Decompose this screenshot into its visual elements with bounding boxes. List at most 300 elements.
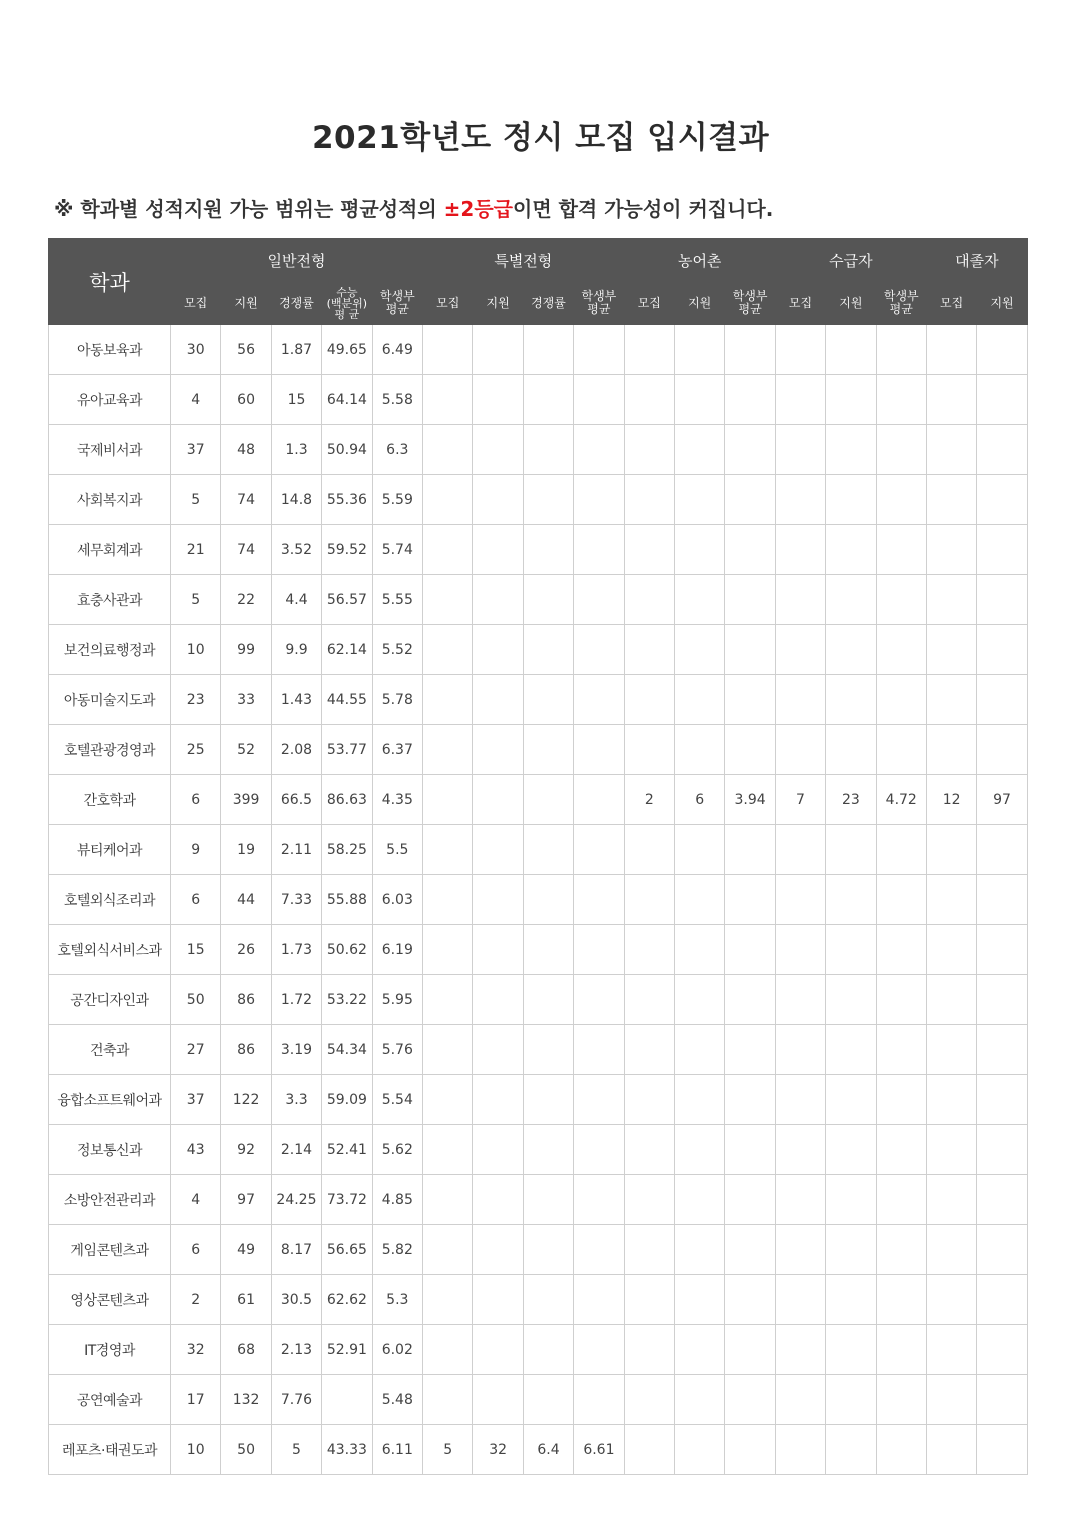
table-cell: 1.87 bbox=[271, 325, 321, 375]
table-cell: 54.34 bbox=[322, 1025, 372, 1075]
table-cell: 5.76 bbox=[372, 1025, 422, 1075]
table-cell bbox=[574, 825, 624, 875]
table-cell bbox=[675, 825, 725, 875]
table-cell bbox=[675, 625, 725, 675]
table-cell bbox=[876, 675, 926, 725]
table-cell bbox=[826, 375, 876, 425]
table-cell bbox=[423, 925, 473, 975]
table-cell: 6.37 bbox=[372, 725, 422, 775]
table-cell bbox=[876, 375, 926, 425]
table-cell bbox=[473, 775, 523, 825]
notice-text bbox=[54, 193, 773, 222]
table-cell: 5.55 bbox=[372, 575, 422, 625]
table-cell bbox=[926, 575, 976, 625]
table-cell bbox=[725, 1125, 775, 1175]
table-cell bbox=[876, 725, 926, 775]
table-cell bbox=[775, 1175, 825, 1225]
table-cell bbox=[423, 375, 473, 425]
table-cell bbox=[473, 725, 523, 775]
table-cell bbox=[675, 1425, 725, 1475]
table-cell bbox=[775, 875, 825, 925]
table-cell bbox=[826, 325, 876, 375]
table-cell: 5.3 bbox=[372, 1275, 422, 1325]
table-cell: 26 bbox=[221, 925, 271, 975]
results-table bbox=[48, 238, 1028, 1475]
table-cell bbox=[977, 1025, 1027, 1075]
table-cell: 62.14 bbox=[322, 625, 372, 675]
table-cell bbox=[775, 375, 825, 425]
table-cell: 2.14 bbox=[271, 1125, 321, 1175]
table-cell bbox=[523, 1075, 573, 1125]
table-cell: 6.03 bbox=[372, 875, 422, 925]
table-cell: 17 bbox=[171, 1375, 221, 1425]
table-cell bbox=[423, 825, 473, 875]
table-cell bbox=[725, 1325, 775, 1375]
table-cell: 44.55 bbox=[322, 675, 372, 725]
table-cell bbox=[473, 575, 523, 625]
table-cell bbox=[775, 1425, 825, 1475]
table-cell bbox=[876, 1275, 926, 1325]
department-name: 효충사관과 bbox=[49, 575, 171, 625]
table-cell bbox=[574, 1225, 624, 1275]
table-row bbox=[49, 425, 1028, 475]
table-cell bbox=[876, 1125, 926, 1175]
suneung-line-2: (백분위) bbox=[326, 296, 368, 310]
table-cell bbox=[876, 575, 926, 625]
table-cell bbox=[826, 1375, 876, 1425]
department-name: 국제비서과 bbox=[49, 425, 171, 475]
table-cell bbox=[523, 675, 573, 725]
table-cell: 61 bbox=[221, 1275, 271, 1325]
table-cell bbox=[675, 925, 725, 975]
table-cell bbox=[826, 875, 876, 925]
table-cell bbox=[473, 1175, 523, 1225]
table-cell bbox=[725, 1375, 775, 1425]
table-cell: 97 bbox=[221, 1175, 271, 1225]
table-cell bbox=[926, 1075, 976, 1125]
table-cell bbox=[624, 525, 674, 575]
table-cell: 21 bbox=[171, 525, 221, 575]
table-cell: 92 bbox=[221, 1125, 271, 1175]
department-name: 게임콘텐츠과 bbox=[49, 1225, 171, 1275]
table-cell bbox=[574, 425, 624, 475]
table-cell: 4.72 bbox=[876, 775, 926, 825]
table-cell bbox=[523, 425, 573, 475]
table-cell bbox=[826, 525, 876, 575]
table-row bbox=[49, 1375, 1028, 1425]
table-cell: 10 bbox=[171, 1425, 221, 1475]
table-cell bbox=[423, 1125, 473, 1175]
table-cell: 5 bbox=[171, 575, 221, 625]
table-cell: 399 bbox=[221, 775, 271, 825]
department-name: 공연예술과 bbox=[49, 1375, 171, 1425]
table-cell: 86.63 bbox=[322, 775, 372, 825]
table-cell bbox=[977, 825, 1027, 875]
table-cell: 6 bbox=[675, 775, 725, 825]
table-cell bbox=[977, 425, 1027, 475]
table-cell bbox=[675, 1325, 725, 1375]
table-cell: 50.62 bbox=[322, 925, 372, 975]
table-cell bbox=[725, 1075, 775, 1125]
table-cell bbox=[473, 325, 523, 375]
table-cell: 23 bbox=[826, 775, 876, 825]
table-cell bbox=[574, 875, 624, 925]
table-cell bbox=[876, 1025, 926, 1075]
department-name: 뷰티케어과 bbox=[49, 825, 171, 875]
table-cell: 7.33 bbox=[271, 875, 321, 925]
table-cell bbox=[826, 975, 876, 1025]
department-name: 세무회계과 bbox=[49, 525, 171, 575]
table-cell bbox=[926, 375, 976, 425]
department-name: 건축과 bbox=[49, 1025, 171, 1075]
table-cell bbox=[675, 1275, 725, 1325]
table-cell: 23 bbox=[171, 675, 221, 725]
table-cell bbox=[926, 425, 976, 475]
department-name: 영상콘텐츠과 bbox=[49, 1275, 171, 1325]
sub-header-school-record-avg bbox=[372, 282, 422, 325]
table-cell bbox=[473, 475, 523, 525]
table-cell bbox=[926, 475, 976, 525]
table-cell bbox=[826, 625, 876, 675]
table-cell bbox=[523, 625, 573, 675]
table-cell: 3.3 bbox=[271, 1075, 321, 1125]
group-header-welfare: 수급자 bbox=[775, 239, 926, 282]
table-cell bbox=[574, 675, 624, 725]
table-cell: 5.58 bbox=[372, 375, 422, 425]
table-cell: 5 bbox=[423, 1425, 473, 1475]
table-cell bbox=[876, 475, 926, 525]
group-header-row bbox=[49, 239, 1028, 282]
table-cell bbox=[473, 825, 523, 875]
table-cell bbox=[624, 925, 674, 975]
table-cell bbox=[775, 925, 825, 975]
table-cell bbox=[775, 625, 825, 675]
department-name: 공간디자인과 bbox=[49, 975, 171, 1025]
table-cell: 4.35 bbox=[372, 775, 422, 825]
table-cell bbox=[574, 375, 624, 425]
table-cell bbox=[624, 1225, 674, 1275]
department-name: 호텔외식서비스과 bbox=[49, 925, 171, 975]
table-cell: 3.52 bbox=[271, 525, 321, 575]
table-cell bbox=[725, 825, 775, 875]
table-cell bbox=[977, 625, 1027, 675]
sub-header-school-record-avg bbox=[725, 282, 775, 325]
table-cell bbox=[977, 525, 1027, 575]
table-cell bbox=[675, 675, 725, 725]
table-cell bbox=[574, 925, 624, 975]
table-cell bbox=[926, 1125, 976, 1175]
table-cell bbox=[876, 825, 926, 875]
table-cell bbox=[876, 1375, 926, 1425]
table-cell bbox=[725, 625, 775, 675]
table-cell: 86 bbox=[221, 1025, 271, 1075]
table-cell bbox=[977, 575, 1027, 625]
table-cell bbox=[624, 675, 674, 725]
table-cell: 2 bbox=[171, 1275, 221, 1325]
table-cell bbox=[523, 875, 573, 925]
table-cell: 53.22 bbox=[322, 975, 372, 1025]
notice-prefix: ※ 학과별 성적지원 가능 범위는 평균성적의 bbox=[54, 197, 444, 221]
table-cell bbox=[977, 1325, 1027, 1375]
table-cell bbox=[826, 925, 876, 975]
table-cell bbox=[775, 1325, 825, 1375]
table-cell bbox=[775, 725, 825, 775]
table-cell bbox=[876, 1075, 926, 1125]
table-cell bbox=[574, 1025, 624, 1075]
table-cell bbox=[473, 675, 523, 725]
table-cell bbox=[826, 725, 876, 775]
school-record-line-1: 학생부 bbox=[883, 289, 919, 303]
table-cell bbox=[775, 825, 825, 875]
table-cell bbox=[977, 1225, 1027, 1275]
group-header-special: 특별전형 bbox=[423, 239, 625, 282]
table-cell: 5.59 bbox=[372, 475, 422, 525]
table-cell bbox=[826, 1125, 876, 1175]
results-body bbox=[49, 325, 1028, 1475]
table-cell: 25 bbox=[171, 725, 221, 775]
table-cell: 56.57 bbox=[322, 575, 372, 625]
table-cell bbox=[725, 425, 775, 475]
table-cell bbox=[574, 475, 624, 525]
department-name: 정보통신과 bbox=[49, 1125, 171, 1175]
table-cell bbox=[423, 1225, 473, 1275]
table-cell bbox=[826, 675, 876, 725]
group-header-graduate: 대졸자 bbox=[926, 239, 1027, 282]
table-cell: 1.73 bbox=[271, 925, 321, 975]
table-cell bbox=[725, 675, 775, 725]
table-cell bbox=[473, 525, 523, 575]
table-cell bbox=[473, 1275, 523, 1325]
table-cell bbox=[675, 725, 725, 775]
table-cell bbox=[574, 725, 624, 775]
table-cell bbox=[725, 1025, 775, 1075]
table-row bbox=[49, 1225, 1028, 1275]
table-cell bbox=[977, 1275, 1027, 1325]
table-cell bbox=[926, 625, 976, 675]
table-cell bbox=[574, 1175, 624, 1225]
table-cell: 24.25 bbox=[271, 1175, 321, 1225]
table-cell: 6 bbox=[171, 875, 221, 925]
table-cell bbox=[473, 1075, 523, 1125]
table-cell: 56.65 bbox=[322, 1225, 372, 1275]
table-cell bbox=[624, 475, 674, 525]
table-cell bbox=[473, 1225, 523, 1275]
table-cell bbox=[473, 375, 523, 425]
table-cell bbox=[523, 925, 573, 975]
table-cell bbox=[423, 525, 473, 575]
table-cell bbox=[725, 375, 775, 425]
table-cell bbox=[826, 1325, 876, 1375]
table-cell: 32 bbox=[171, 1325, 221, 1375]
table-cell: 99 bbox=[221, 625, 271, 675]
table-cell bbox=[876, 975, 926, 1025]
table-cell bbox=[775, 675, 825, 725]
sub-header-applicants: 지원 bbox=[675, 282, 725, 325]
table-cell: 5.5 bbox=[372, 825, 422, 875]
sub-header-row bbox=[49, 282, 1028, 325]
table-cell: 5.48 bbox=[372, 1375, 422, 1425]
table-cell bbox=[473, 425, 523, 475]
table-cell: 4.4 bbox=[271, 575, 321, 625]
table-cell bbox=[977, 475, 1027, 525]
table-cell bbox=[775, 1225, 825, 1275]
sub-header-school-record-avg bbox=[574, 282, 624, 325]
table-cell bbox=[926, 1225, 976, 1275]
table-cell bbox=[574, 1125, 624, 1175]
page-title: 2021학년도 정시 모집 입시결과 bbox=[311, 120, 770, 156]
department-name: 간호학과 bbox=[49, 775, 171, 825]
table-cell: 97 bbox=[977, 775, 1027, 825]
table-cell bbox=[523, 575, 573, 625]
table-cell bbox=[876, 875, 926, 925]
table-cell bbox=[624, 875, 674, 925]
table-cell bbox=[473, 1325, 523, 1375]
table-row bbox=[49, 325, 1028, 375]
department-name: 아동보육과 bbox=[49, 325, 171, 375]
table-cell bbox=[826, 1175, 876, 1225]
sub-header-suneung bbox=[322, 282, 372, 325]
school-record-line-1: 학생부 bbox=[379, 289, 415, 303]
table-cell: 122 bbox=[221, 1075, 271, 1125]
table-cell: 4 bbox=[171, 375, 221, 425]
notice-suffix: 이면 합격 가능성이 커집니다. bbox=[513, 197, 774, 221]
table-cell bbox=[423, 1175, 473, 1225]
table-cell bbox=[675, 1175, 725, 1225]
table-cell: 50 bbox=[221, 1425, 271, 1475]
table-cell bbox=[926, 675, 976, 725]
table-cell: 60 bbox=[221, 375, 271, 425]
table-cell bbox=[725, 525, 775, 575]
department-name: 호텔관광경영과 bbox=[49, 725, 171, 775]
table-cell: 6 bbox=[171, 1225, 221, 1275]
table-cell bbox=[977, 325, 1027, 375]
table-cell: 10 bbox=[171, 625, 221, 675]
table-cell bbox=[574, 575, 624, 625]
school-record-line-1: 학생부 bbox=[732, 289, 768, 303]
sub-header-recruit: 모집 bbox=[423, 282, 473, 325]
table-cell: 4.85 bbox=[372, 1175, 422, 1225]
table-row bbox=[49, 1175, 1028, 1225]
sub-header-applicants: 지원 bbox=[826, 282, 876, 325]
department-name: 호텔외식조리과 bbox=[49, 875, 171, 925]
table-cell: 9 bbox=[171, 825, 221, 875]
table-cell bbox=[574, 975, 624, 1025]
table-cell bbox=[574, 775, 624, 825]
table-row bbox=[49, 725, 1028, 775]
table-cell: 15 bbox=[271, 375, 321, 425]
table-cell: 30 bbox=[171, 325, 221, 375]
table-cell: 132 bbox=[221, 1375, 271, 1425]
table-cell bbox=[574, 1375, 624, 1425]
department-name: 레포츠·태권도과 bbox=[49, 1425, 171, 1475]
table-cell bbox=[574, 325, 624, 375]
table-cell bbox=[574, 1075, 624, 1125]
notice-highlight: ±2등급 bbox=[443, 197, 513, 221]
table-row bbox=[49, 575, 1028, 625]
table-cell: 5.95 bbox=[372, 975, 422, 1025]
table-cell: 59.09 bbox=[322, 1075, 372, 1125]
table-cell bbox=[977, 925, 1027, 975]
table-cell bbox=[775, 425, 825, 475]
table-cell bbox=[624, 1425, 674, 1475]
table-cell bbox=[624, 1125, 674, 1175]
table-cell bbox=[926, 875, 976, 925]
table-cell bbox=[926, 1175, 976, 1225]
table-cell bbox=[675, 325, 725, 375]
table-cell bbox=[725, 925, 775, 975]
table-cell bbox=[423, 475, 473, 525]
table-cell bbox=[624, 1075, 674, 1125]
table-cell bbox=[322, 1375, 372, 1425]
table-cell bbox=[775, 1075, 825, 1125]
table-cell: 49.65 bbox=[322, 325, 372, 375]
table-cell: 8.17 bbox=[271, 1225, 321, 1275]
table-cell bbox=[775, 1025, 825, 1075]
table-cell bbox=[624, 325, 674, 375]
table-cell bbox=[423, 675, 473, 725]
table-cell bbox=[775, 1275, 825, 1325]
table-cell bbox=[725, 1425, 775, 1475]
table-cell bbox=[675, 1125, 725, 1175]
table-cell: 2.08 bbox=[271, 725, 321, 775]
table-cell bbox=[523, 1025, 573, 1075]
table-cell: 15 bbox=[171, 925, 221, 975]
table-cell bbox=[675, 375, 725, 425]
table-cell: 2.13 bbox=[271, 1325, 321, 1375]
table-cell bbox=[826, 425, 876, 475]
table-cell bbox=[523, 325, 573, 375]
table-row bbox=[49, 775, 1028, 825]
table-cell bbox=[423, 1325, 473, 1375]
table-cell: 52.41 bbox=[322, 1125, 372, 1175]
table-cell bbox=[423, 1275, 473, 1325]
sub-header-applicants: 지원 bbox=[473, 282, 523, 325]
table-cell bbox=[523, 375, 573, 425]
table-cell: 12 bbox=[926, 775, 976, 825]
table-cell: 5.62 bbox=[372, 1125, 422, 1175]
table-row bbox=[49, 1325, 1028, 1375]
table-cell: 68 bbox=[221, 1325, 271, 1375]
table-cell: 53.77 bbox=[322, 725, 372, 775]
table-cell bbox=[423, 975, 473, 1025]
table-cell bbox=[523, 725, 573, 775]
table-row bbox=[49, 625, 1028, 675]
table-cell bbox=[826, 1075, 876, 1125]
department-header: 학과 bbox=[49, 239, 171, 325]
sub-header-ratio: 경쟁률 bbox=[271, 282, 321, 325]
table-cell: 6.61 bbox=[574, 1425, 624, 1475]
table-cell bbox=[624, 425, 674, 475]
table-cell: 19 bbox=[221, 825, 271, 875]
table-cell bbox=[926, 1275, 976, 1325]
table-cell bbox=[423, 775, 473, 825]
table-cell: 50.94 bbox=[322, 425, 372, 475]
table-cell: 7.76 bbox=[271, 1375, 321, 1425]
table-cell bbox=[926, 1425, 976, 1475]
table-cell bbox=[876, 1225, 926, 1275]
table-cell bbox=[926, 1325, 976, 1375]
table-cell bbox=[675, 875, 725, 925]
table-cell bbox=[926, 1025, 976, 1075]
table-cell bbox=[473, 925, 523, 975]
table-cell: 59.52 bbox=[322, 525, 372, 575]
table-cell: 5.78 bbox=[372, 675, 422, 725]
table-cell bbox=[977, 725, 1027, 775]
department-name: 보건의료행정과 bbox=[49, 625, 171, 675]
table-cell bbox=[826, 475, 876, 525]
table-cell bbox=[574, 1325, 624, 1375]
table-cell bbox=[675, 475, 725, 525]
